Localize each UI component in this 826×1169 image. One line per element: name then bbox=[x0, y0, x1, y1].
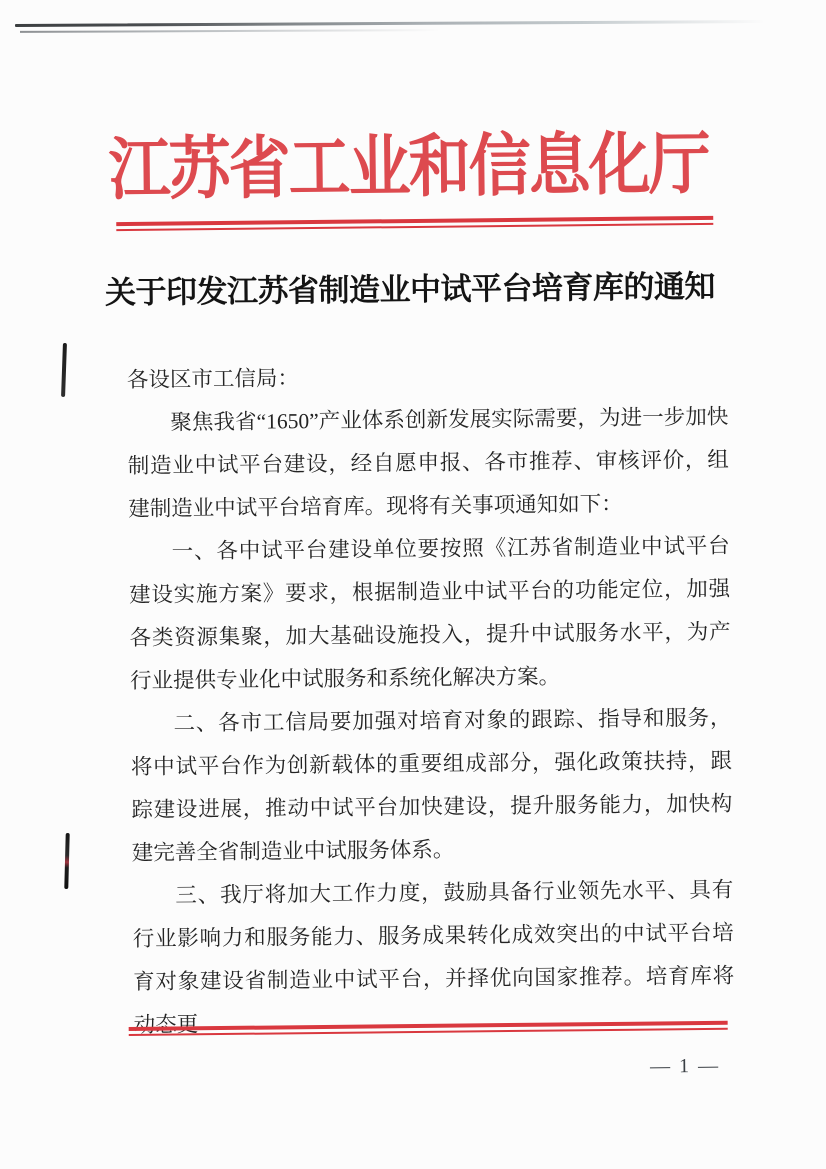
paragraph-item-2: 二、各市工信局要加强对培育对象的跟踪、指导和服务，将中试平台作为创新载体的重要组成部分，强化政策扶持，跟踪建设进展，推动中试平台加快建设，提升服务能力，加快构建完善全省制造业中试服务体系。 bbox=[130, 705, 733, 865]
document-title: 关于印发江苏省制造业中试平台培育库的通知 bbox=[104, 268, 716, 311]
salutation: 各设区市工信局： bbox=[126, 366, 300, 392]
document-body bbox=[127, 353, 735, 1047]
paragraph-item-3: 三、我厅将加大工作力度，鼓励具备行业领先水平、具有行业影响力和服务能力、服务成果转化成效突出的中试平台培育对象建设省制造业中试平台，并择优向国家推荐。培育库将动态更 bbox=[132, 877, 735, 1037]
paragraph-intro: 聚焦我省“1650”产业体系创新发展实际需要，为进一步加快制造业中试平台建设，经自愿申报、各市推荐、审核评价，组建制造业中试平台培育库。现将有关事项通知如下： bbox=[127, 404, 729, 521]
red-separator-top bbox=[116, 216, 713, 231]
paragraph-item-1: 一、各中试平台建设单位要按照《江苏省制造业中试平台建设实施方案》要求，根据制造业中试平台的功能定位，加强各类资源集聚，加大基础设施投入，提升中试服务水平，为产行业提供专业化中试服务和系统化解决方案。 bbox=[129, 533, 731, 693]
agency-letterhead: 江苏省工业和信息化厅 bbox=[108, 127, 710, 209]
page-number: — 1 — bbox=[649, 1054, 721, 1078]
